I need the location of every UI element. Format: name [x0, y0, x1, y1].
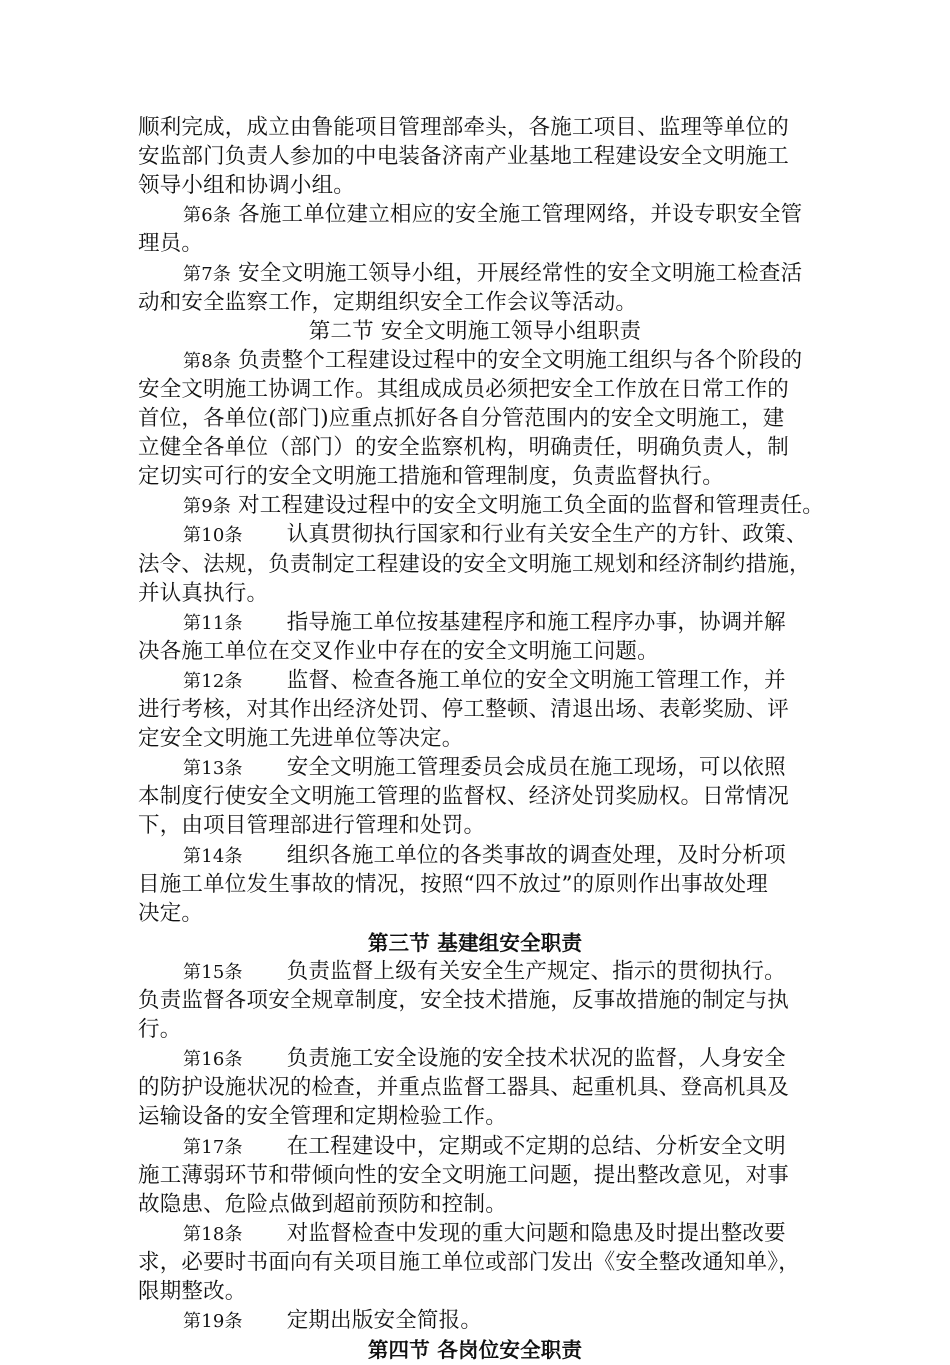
- article-number: 第17条: [183, 1136, 243, 1158]
- article-number: 第19条: [183, 1311, 243, 1333]
- article-number: 第12条: [183, 670, 243, 692]
- article-text: 认真贯彻执行国家和行业有关安全生产的方针、政策、: [286, 522, 808, 548]
- article-text: 负责整个工程建设过程中的安全文明施工组织与各个阶段的: [231, 347, 803, 373]
- body-text-line: 故隐患、危险点做到超前预防和控制。: [138, 1191, 507, 1217]
- article-number: 第14条: [183, 845, 243, 867]
- body-text-line: 法令、法规，负责制定工程建设的安全文明施工规划和经济制约措施，: [138, 551, 811, 577]
- article-text: 定期出版安全简报。: [286, 1308, 483, 1334]
- article-number: 第8条: [183, 350, 232, 372]
- article-text: 负责施工安全设施的安全技术状况的监督，人身安全: [286, 1046, 786, 1072]
- article-line: [183, 491, 824, 521]
- body-text-line: 行。: [138, 1017, 182, 1043]
- article-text: 对工程建设过程中的安全文明施工负全面的监督和管理责任。: [231, 493, 824, 519]
- body-text-line: 下，由项目管理部进行管理和处罚。: [138, 813, 486, 839]
- article-text: 负责监督上级有关安全生产规定、指示的贯彻执行。: [286, 958, 786, 984]
- article-text: 指导施工单位按基建程序和施工程序办事，协调并解: [286, 609, 786, 635]
- body-text-line: 求，必要时书面向有关项目施工单位或部门发出《安全整改通知单》，: [138, 1249, 800, 1275]
- article-number: 第6条: [183, 205, 232, 227]
- body-text-line: 并认真执行。: [138, 580, 269, 606]
- body-text-line: 运输设备的安全管理和定期检验工作。: [138, 1104, 507, 1130]
- article-line: [183, 608, 786, 638]
- article-line: [183, 957, 786, 987]
- body-text-line: 决定。: [138, 900, 204, 926]
- section-heading: 第二节 安全文明施工领导小组职责: [308, 318, 642, 344]
- article-text: 安全文明施工领导小组，开展经常性的安全文明施工检查活: [231, 260, 803, 286]
- body-text-line: 本制度行使安全文明施工管理的监督权、经济处罚奖励权。日常情况: [138, 784, 790, 810]
- article-number: 第11条: [183, 612, 243, 634]
- article-text: 组织各施工单位的各类事故的调查处理，及时分析项: [286, 842, 786, 868]
- article-line: [183, 520, 808, 550]
- body-text-line: 目施工单位发生事故的情况，按照“四不放过”的原则作出事故处理: [138, 871, 768, 897]
- section-heading: 第四节 各岗位安全职责: [367, 1338, 583, 1363]
- article-number: 第9条: [183, 496, 232, 518]
- body-text-line: 动和安全监察工作，定期组织安全工作会议等活动。: [138, 289, 638, 315]
- article-text: 各施工单位建立相应的安全施工管理网络，并设专职安全管: [231, 202, 803, 228]
- article-number: 第16条: [183, 1049, 243, 1071]
- article-line: [183, 259, 802, 289]
- body-text-line: 安监部门负责人参加的中电装备济南产业基地工程建设安全文明施工: [138, 144, 790, 170]
- body-text-line: 顺利完成，成立由鲁能项目管理部牵头，各施工项目、监理等单位的: [138, 115, 790, 140]
- article-number: 第7条: [183, 263, 232, 285]
- body-text-line: 立健全各单位（部门）的安全监察机构，明确责任，明确负责人，制: [138, 435, 790, 461]
- body-text-line: 首位，各单位(部门)应重点抓好各自分管范围内的安全文明施工，建: [138, 406, 785, 431]
- article-line: [183, 346, 802, 376]
- article-line: [183, 1044, 786, 1074]
- article-text: 监督、检查各施工单位的安全文明施工管理工作，并: [286, 667, 786, 693]
- article-line: [183, 1306, 482, 1336]
- body-text-line: 定切实可行的安全文明施工措施和管理制度，负责监督执行。: [138, 464, 724, 490]
- body-text-line: 限期整改。: [138, 1279, 247, 1304]
- body-text-line: 负责监督各项安全规章制度，安全技术措施，反事故措施的制定与执: [138, 988, 790, 1013]
- article-line: [183, 1219, 786, 1249]
- section-heading: 第三节 基建组安全职责: [367, 930, 583, 955]
- body-text-line: 领导小组和协调小组。: [138, 173, 356, 199]
- article-number: 第18条: [183, 1223, 243, 1245]
- body-text-line: 决各施工单位在交叉作业中存在的安全文明施工问题。: [138, 638, 659, 664]
- article-number: 第15条: [183, 961, 243, 983]
- article-line: [183, 1132, 786, 1162]
- body-text-line: 施工薄弱环节和带倾向性的安全文明施工问题，提出整改意见，对事: [138, 1162, 790, 1188]
- article-text: 对监督检查中发现的重大问题和隐患及时提出整改要: [286, 1220, 786, 1246]
- article-text: 安全文明施工管理委员会成员在施工现场，可以依照: [286, 755, 786, 781]
- article-line: [183, 841, 786, 871]
- article-text: 在工程建设中，定期或不定期的总结、分析安全文明: [286, 1133, 786, 1159]
- article-line: [183, 753, 786, 783]
- article-line: [183, 666, 786, 696]
- body-text-line: 定安全文明施工先进单位等决定。: [138, 726, 464, 752]
- article-line: [183, 200, 802, 230]
- body-text-line: 理员。: [138, 231, 204, 257]
- body-text-line: 进行考核，对其作出经济处罚、停工整顿、清退出场、表彰奖励、评: [138, 697, 790, 722]
- body-text-line: 安全文明施工协调工作。其组成成员必须把安全工作放在日常工作的: [138, 376, 790, 402]
- article-number: 第10条: [183, 525, 243, 547]
- body-text-line: 的防护设施状况的检查，并重点监督工器具、起重机具、登高机具及: [138, 1075, 790, 1101]
- article-number: 第13条: [183, 758, 243, 780]
